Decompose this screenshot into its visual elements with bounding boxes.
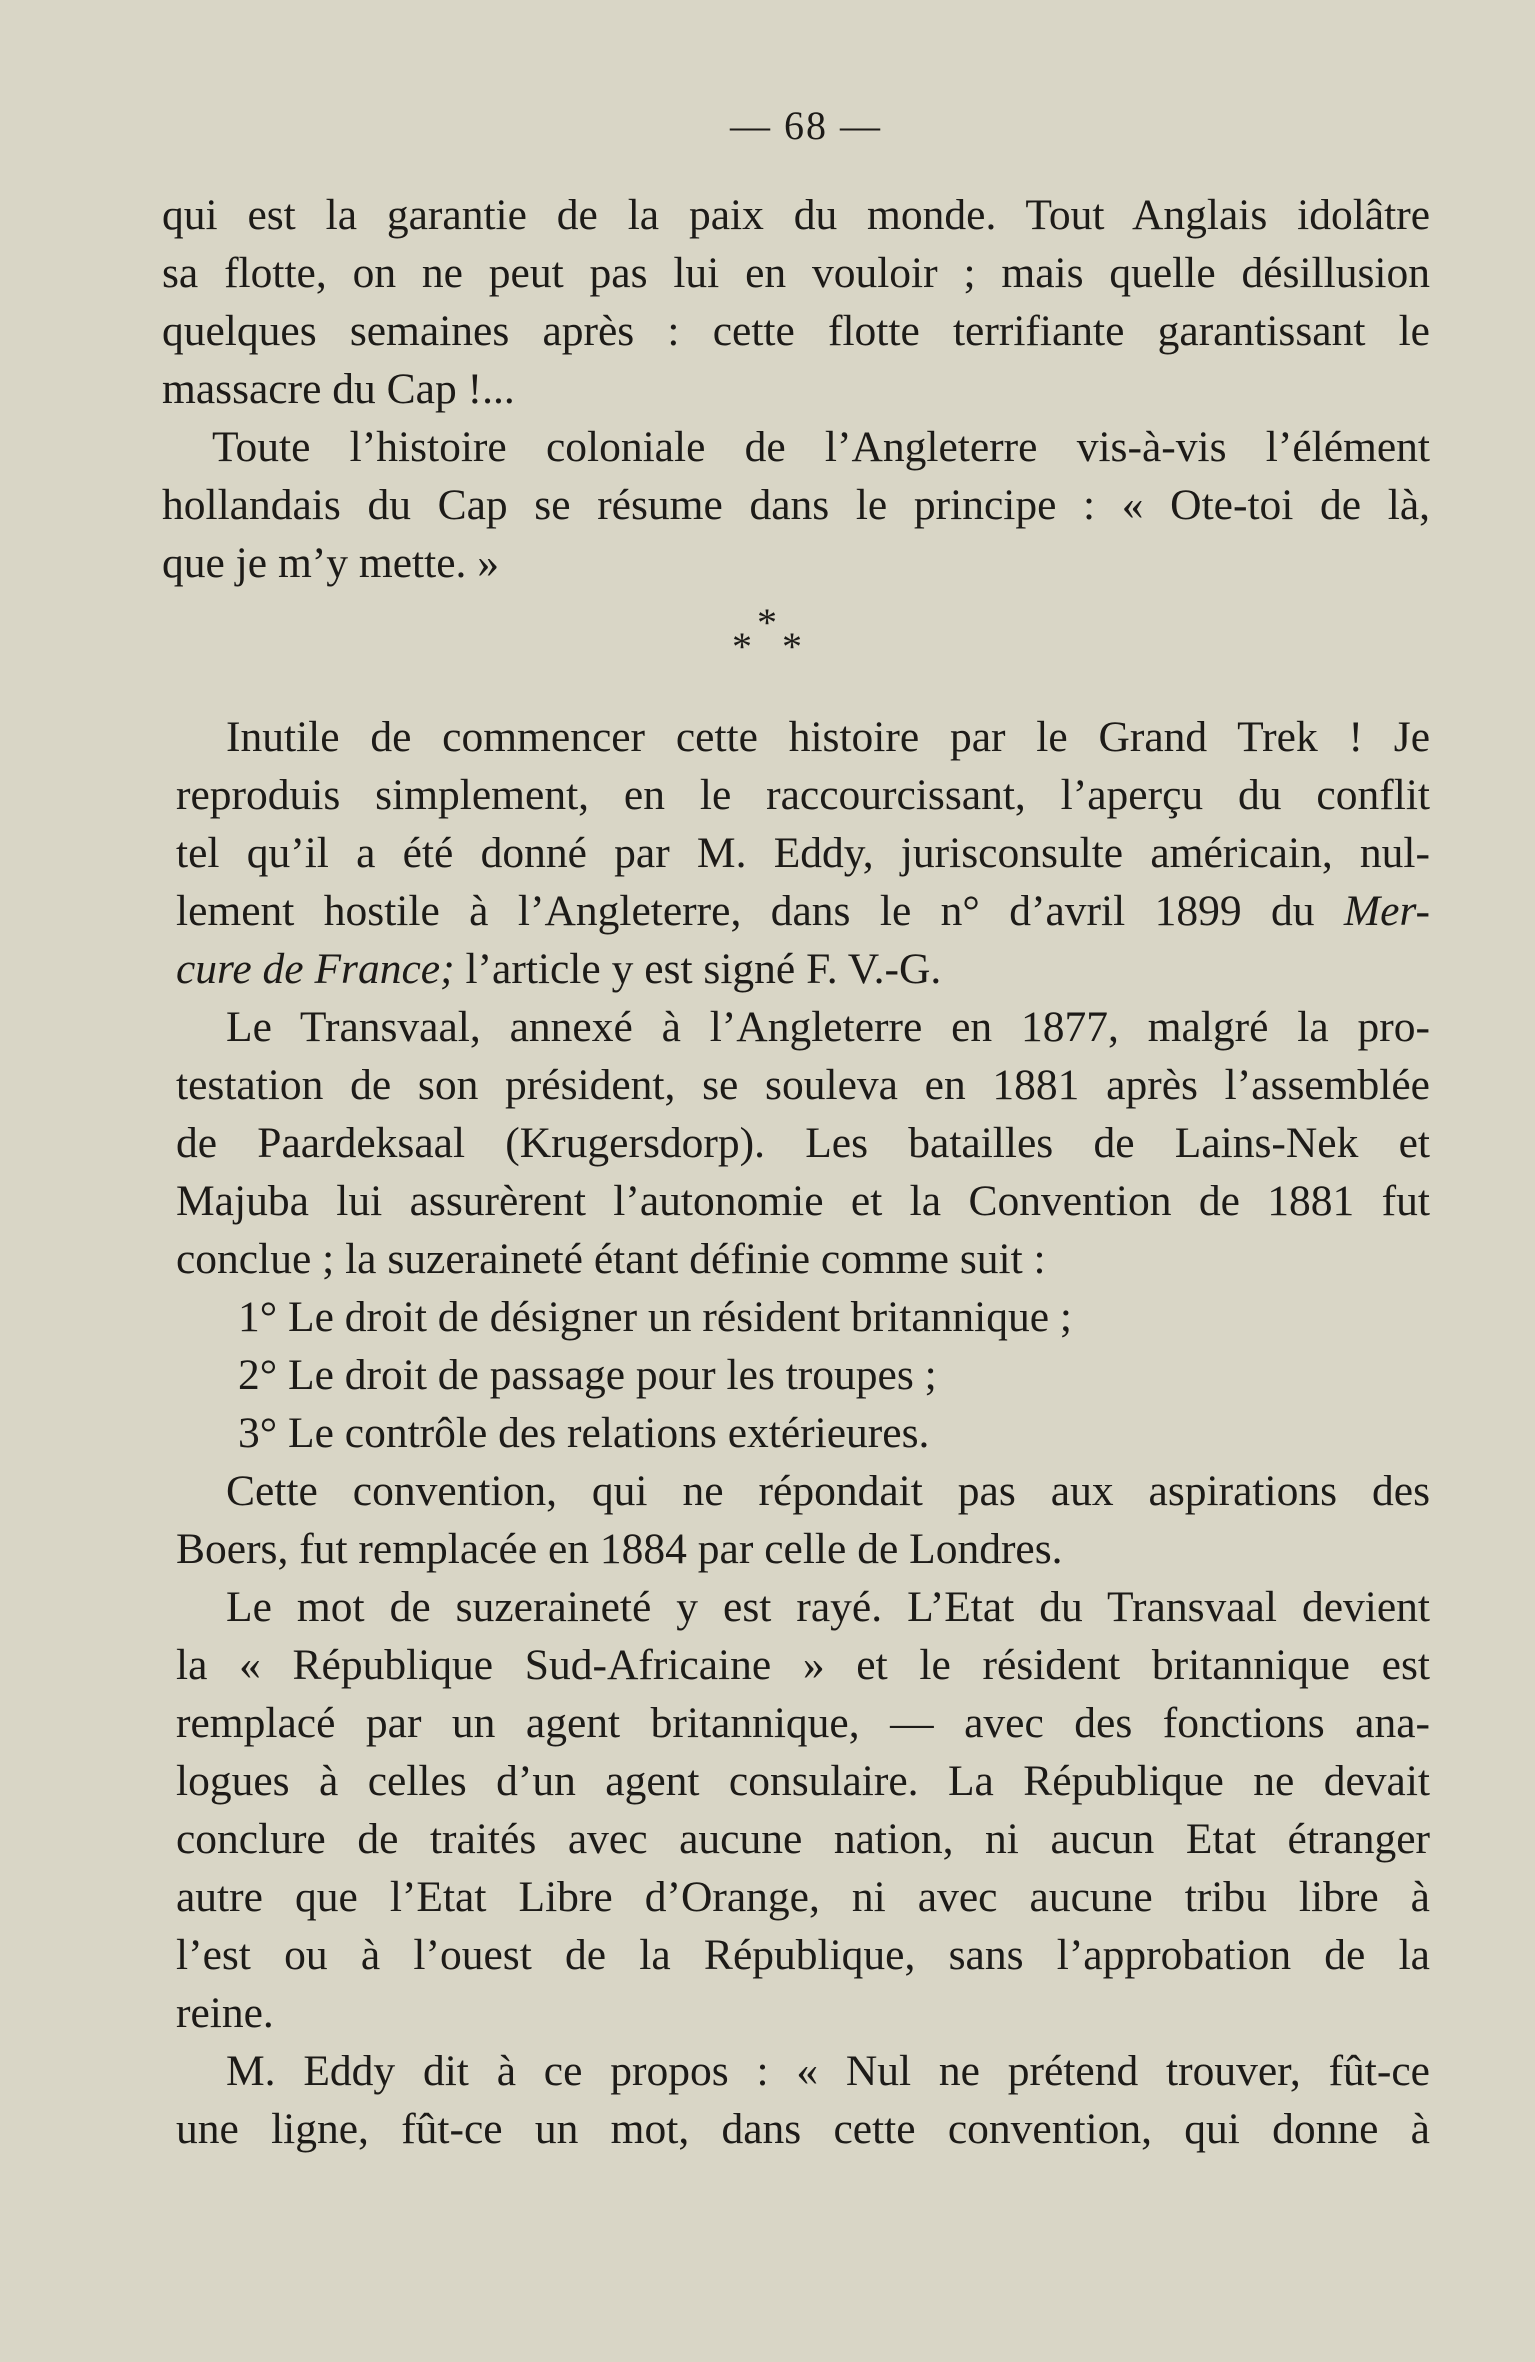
main-section [176, 708, 1430, 2158]
text-line: Cette convention, qui ne répondait pas aux aspirations des [226, 1467, 1430, 1515]
text-line: que je m’y mette. » [162, 539, 500, 587]
text-segment: l’article y est signé F. V.-G. [465, 945, 942, 993]
text-line: Majuba lui assurèrent l’autonomie et la Convention de 1881 fut [176, 1177, 1430, 1225]
text-line [176, 882, 1430, 940]
text-line: reproduis simplement, en le raccourcissant, l’aperçu du conflit [176, 771, 1430, 819]
text-line: sa flotte, on ne peut pas lui en vouloir ; mais quelle désillusion [162, 249, 1430, 297]
page-number: — 68 — [730, 103, 882, 148]
text-line: la « République Sud-Africaine » et le résident britannique est [176, 1641, 1430, 1689]
text-line: une ligne, fût-ce un mot, dans cette convention, qui donne à [176, 2105, 1430, 2153]
list-item: 1° Le droit de désigner un résident britannique ; [238, 1293, 1072, 1341]
text-line: de Paardeksaal (Krugersdorp). Les batailles de Lains-Nek et [176, 1119, 1430, 1167]
journal-title: cure de France; [176, 945, 455, 993]
asterisk: * [732, 624, 752, 669]
text-line: conclure de traités avec aucune nation, ni aucun Etat étranger [176, 1815, 1430, 1863]
list-item: 3° Le contrôle des relations extérieures. [238, 1409, 930, 1457]
text-line: logues à celles d’un agent consulaire. La République ne devait [176, 1757, 1430, 1805]
text-line: reine. [176, 1989, 274, 2037]
list-item: 2° Le droit de passage pour les troupes ; [238, 1351, 937, 1399]
text-line: Le Transvaal, annexé à l’Angleterre en 1877, malgré la pro- [226, 1003, 1430, 1051]
text-line: Le mot de suzeraineté y est rayé. L’Etat du Transvaal devient [226, 1583, 1430, 1631]
text-line: Boers, fut remplacée en 1884 par celle de Londres. [176, 1525, 1063, 1573]
asterisk: * [757, 600, 777, 645]
text-line: conclue ; la suzeraineté étant définie comme suit : [176, 1235, 1046, 1283]
text-line: quelques semaines après : cette flotte terrifiante garantissant le [162, 307, 1430, 355]
text-line: testation de son président, se souleva en 1881 après l’assemblée [176, 1061, 1430, 1109]
text-line: hollandais du Cap se résume dans le principe : « Ote-toi de là, [162, 481, 1430, 529]
text-line: massacre du Cap !... [162, 365, 515, 413]
text-line: M. Eddy dit à ce propos : « Nul ne prétend trouver, fût-ce [226, 2047, 1430, 2095]
text-line: autre que l’Etat Libre d’Orange, ni avec aucune tribu libre à [176, 1873, 1430, 1921]
text-line: Toute l’histoire coloniale de l’Angleterre vis-à-vis l’élément [212, 423, 1430, 471]
text-line: tel qu’il a été donné par M. Eddy, jurisconsulte américain, nul- [176, 829, 1430, 877]
asterisk: * [782, 624, 802, 669]
journal-title: Mer- [1343, 887, 1431, 935]
text-line: l’est ou à l’ouest de la République, sans l’approbation de la [176, 1931, 1430, 1979]
text-line [176, 940, 1430, 998]
text-line: Inutile de commencer cette histoire par le Grand Trek ! Je [226, 713, 1430, 761]
body-text [162, 186, 1430, 2158]
section-break-asterism [162, 592, 1430, 692]
text-line: qui est la garantie de la paix du monde. Tout Anglais idolâtre [162, 191, 1430, 239]
text-segment: lement hostile à l’Angleterre, dans le n° d’avril 1899 du [176, 887, 1315, 935]
text-line: remplacé par un agent britannique, — avec des fonctions ana- [176, 1699, 1430, 1747]
